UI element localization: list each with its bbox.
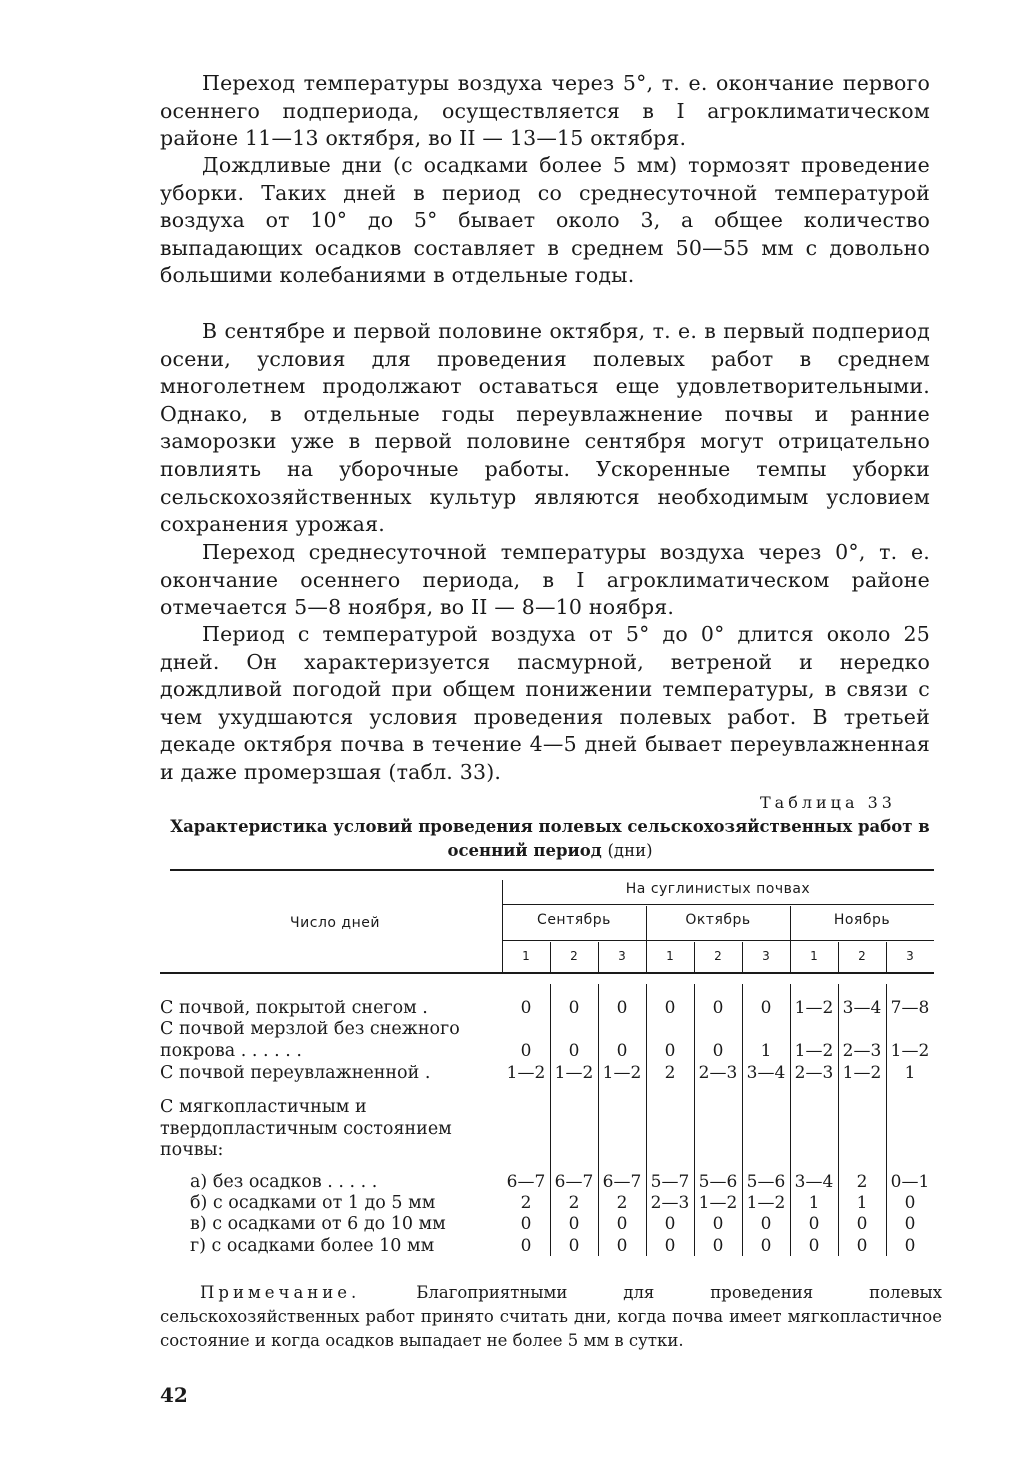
note-lead: Примечание. [200, 1283, 361, 1302]
table-cell: 1—2 [554, 1063, 594, 1083]
table-cell: 0 [616, 1236, 628, 1256]
table-cell: 1—2 [890, 1041, 930, 1061]
table-cell: 0 [904, 1214, 916, 1234]
row-label-precip-over-10: г) с осадками более 10 мм [190, 1236, 435, 1256]
table-cell: 2 [856, 1172, 868, 1192]
table-cell: 1 [760, 1041, 772, 1061]
paragraph-1: Переход температуры воздуха через 5°, т. е. окончание первого осеннего подпериода, осуществляется в I агроклиматическом районе 11—13 октября, во II — 13—15 октября. [160, 71, 930, 151]
table-cell: 5—7 [650, 1172, 690, 1192]
table-cell: 1 [904, 1063, 916, 1083]
table-cell: 2 [520, 1193, 532, 1213]
table-cell: 1 [808, 1193, 820, 1213]
row-label-plastic: С мягкопластичным и твердопластичным состоянием почвы: [160, 1097, 452, 1160]
table-cell: 1—2 [842, 1063, 882, 1083]
table-note [160, 1281, 942, 1353]
table-cell: 1 [856, 1193, 868, 1213]
table-cell: 2—3 [794, 1063, 834, 1083]
table-cell: 0 [520, 1041, 532, 1061]
table-cell: 1—2 [698, 1193, 738, 1213]
table-cell: 0 [520, 998, 532, 1018]
row-label-snow: С почвой, покрытой снегом . [160, 998, 428, 1018]
row-label-no-precip: а) без осадков . . . . . [190, 1172, 378, 1192]
table-cell: 0 [904, 1193, 916, 1213]
table-cell: 6—7 [506, 1172, 546, 1192]
page-number: 42 [160, 1383, 188, 1407]
row-label-precip-6-10: в) с осадками от 6 до 10 мм [190, 1214, 446, 1234]
row-label-waterlogged: С почвой переувлажненной . [160, 1063, 431, 1083]
decade-header-9: 3 [906, 949, 914, 963]
note-text: Благоприятными для проведения полевых сельскохозяйственных работ принято считать дни, когда почва имеет мягкопластичное состояние и когда осадков выпадает не более 5 мм в сутки. [160, 1283, 942, 1350]
table-title [170, 815, 930, 863]
table-cell: 0 [520, 1214, 532, 1234]
group-header-rule [502, 904, 934, 905]
table-number: Таблица 33 [760, 793, 896, 812]
decade-header-6: 3 [762, 949, 770, 963]
row-label-frozen: С почвой мерзлой без снежного покрова . . . . . . [160, 1019, 460, 1061]
paragraph-3: В сентябре и первой половине октября, т. е. в первый подпериод осени, условия для проведения полевых работ в среднем многолетнем продолжают оставаться еще удовлетворительными. Однако, в отдельные годы переувлажнение почвы и ранние заморозки уже в первой половине сентября могут отрицательно повлиять на уборочные работы. Ускоренные темпы уборки сельскохозяйственных культур являются необходимым условием сохранения урожая. [160, 319, 930, 537]
table-cell: 0 [808, 1236, 820, 1256]
table-cell: 0 [712, 998, 724, 1018]
table-cell: 0 [760, 1214, 772, 1234]
month-november: Ноябрь [833, 912, 891, 928]
row-label-precip-1-5: б) с осадками от 1 до 5 мм [190, 1193, 436, 1213]
table-cell: 0 [568, 1041, 580, 1061]
table-cell: 0 [856, 1214, 868, 1234]
table-cell: 0 [712, 1041, 724, 1061]
table-cell: 0 [664, 1236, 676, 1256]
table-cell: 1—2 [794, 998, 834, 1018]
decade-header-2: 2 [570, 949, 578, 963]
table-cell: 0 [520, 1236, 532, 1256]
table-cell: 3—4 [842, 998, 882, 1018]
table-cell: 1—2 [746, 1193, 786, 1213]
table-cell: 0 [616, 1214, 628, 1234]
decade-header-1: 1 [522, 949, 530, 963]
table-top-rule [170, 869, 934, 871]
table-cell: 0 [568, 998, 580, 1018]
month-september: Сентябрь [537, 912, 611, 928]
table-cell: 0 [664, 998, 676, 1018]
table-cell: 2 [664, 1063, 676, 1083]
table-cell: 1—2 [602, 1063, 642, 1083]
table-cell: 6—7 [602, 1172, 642, 1192]
table-cell: 3—4 [746, 1063, 786, 1083]
table-cell: 0 [664, 1214, 676, 1234]
table-cell: 3—4 [794, 1172, 834, 1192]
paragraph-5: Период с температурой воздуха от 5° до 0° длится около 25 дней. Он характеризуется пасмурной, ветреной и нередко дождливой погодой при общем понижении температуры, в связи с чем ухудшаются условия проведения полевых работ. В третьей декаде октября почва в течение 4—5 дней бывает переувлажненная и даже промерзшая (табл. 33). [160, 622, 930, 784]
decade-header-8: 2 [858, 949, 866, 963]
table-cell: 2—3 [842, 1041, 882, 1061]
paragraph-4: Переход среднесуточной температуры воздуха через 0°, т. е. окончание осеннего периода, в I агроклиматическом районе отмечается 5—8 ноября, во II — 8—10 ноября. [160, 540, 930, 620]
table-cell: 2 [568, 1193, 580, 1213]
table-title-text: Характеристика условий проведения полевых сельскохозяйственных работ в осенний период [170, 817, 930, 860]
table-cell: 6—7 [554, 1172, 594, 1192]
decade-header-5: 2 [714, 949, 722, 963]
table-cell: 5—6 [746, 1172, 786, 1192]
table-cell: 0 [568, 1214, 580, 1234]
decade-header-3: 3 [618, 949, 626, 963]
table-cell: 2—3 [650, 1193, 690, 1213]
table-cell: 0 [808, 1214, 820, 1234]
table-cell: 1—2 [794, 1041, 834, 1061]
header-bottom-rule [160, 972, 934, 974]
table-cell: 2—3 [698, 1063, 738, 1083]
month-header-rule [502, 940, 934, 941]
table-cell: 2 [616, 1193, 628, 1213]
table-cell: 0 [568, 1236, 580, 1256]
table-cell: 0 [856, 1236, 868, 1256]
table-cell: 0 [760, 998, 772, 1018]
month-october: Октябрь [685, 912, 751, 928]
table-cell: 0 [664, 1041, 676, 1061]
decade-header-7: 1 [810, 949, 818, 963]
paragraph-2: Дождливые дни (с осадками более 5 мм) тормозят проведение уборки. Таких дней в период со среднесуточной температурой воздуха от 10° до 5° бывает около 3, а общее количество выпадающих осадков составляет в среднем 50—55 мм с довольно большими колебаниями в отдельные годы. [160, 153, 930, 288]
table-cell: 0 [616, 998, 628, 1018]
table-cell: 0 [712, 1214, 724, 1234]
table-cell: 0 [904, 1236, 916, 1256]
table-cell: 0—1 [890, 1172, 930, 1192]
table-cell: 0 [616, 1041, 628, 1061]
table-cell: 5—6 [698, 1172, 738, 1192]
group-header-label: На суглинистых почвах [625, 881, 811, 897]
table-title-unit: (дни) [607, 841, 653, 860]
row-header-label: Число дней [290, 915, 380, 931]
decade-header-4: 1 [666, 949, 674, 963]
table-cell: 7—8 [890, 998, 930, 1018]
table-cell: 0 [760, 1236, 772, 1256]
table-cell: 0 [712, 1236, 724, 1256]
table-cell: 1—2 [506, 1063, 546, 1083]
